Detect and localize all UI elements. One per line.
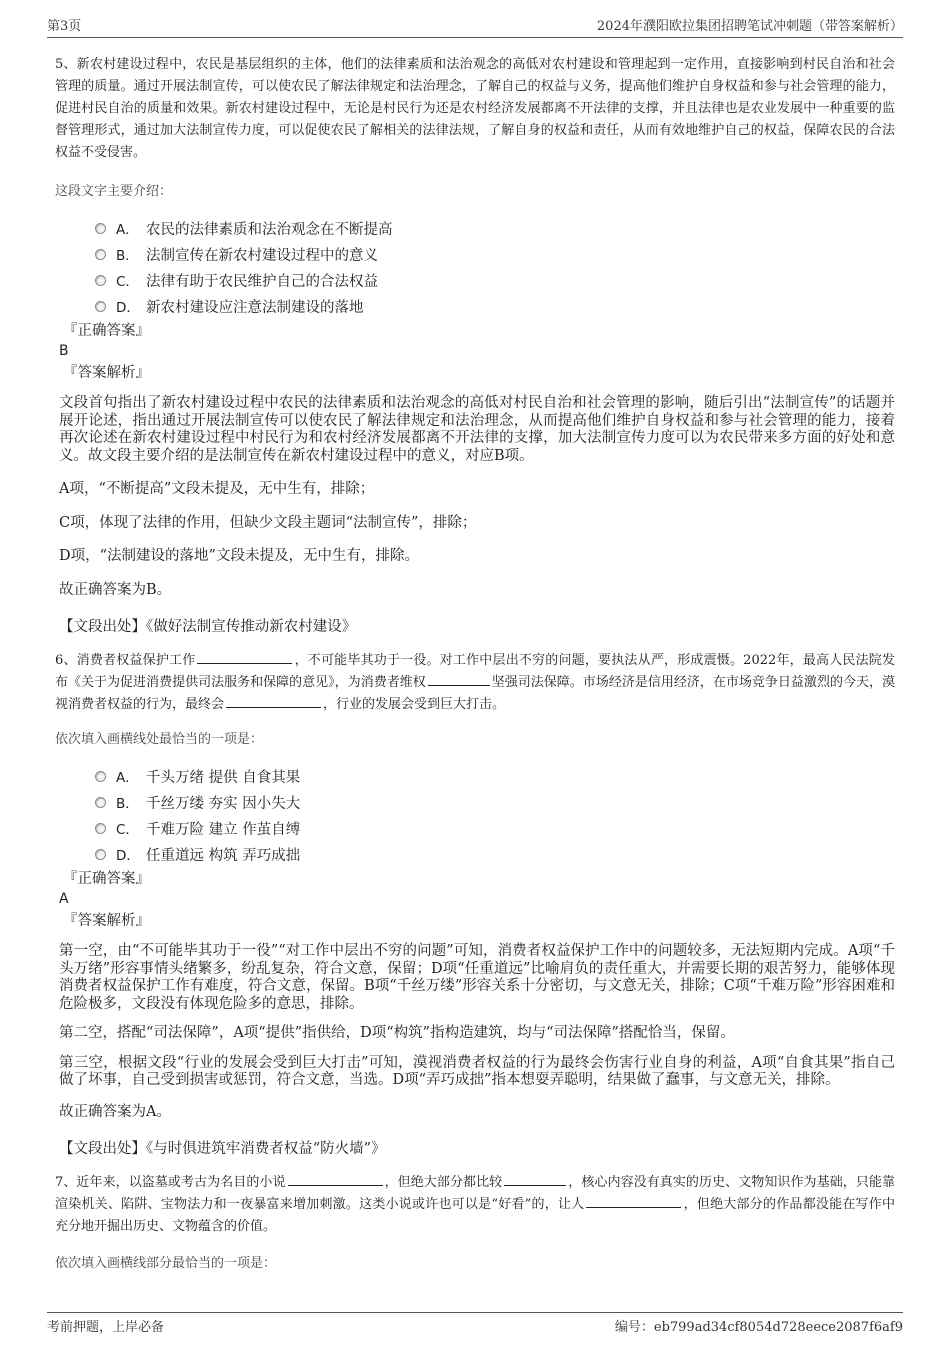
option-d[interactable]: D． 新农村建设应注意法制建设的落地 — [95, 293, 895, 319]
analysis-label: 『答案解析』 — [63, 913, 150, 929]
fill-blank — [197, 651, 292, 664]
analysis-paragraph: 第二空，搭配“司法保障”，A项“提供”指供给，D项“构筑”指构造建筑，均与“司法保障”搭配恰当，保留。 — [59, 1025, 735, 1041]
analysis-label: 『答案解析』 — [63, 365, 150, 381]
page-footer — [47, 1312, 903, 1335]
footer-slogan: 考前押题，上岸必备 — [47, 1320, 165, 1335]
answer-value: A — [59, 891, 69, 907]
analysis-paragraph: 文段首句指出了新农村建设过程中农民的法律素质和法治观念的高低对村民自治和社会管理的影响，随后引出“法制宣传”的话题并展开论述，指出通过开展法制宣传可以使农民了解法律规定和法治理念，从而提高他们维护自身权益和参与社会管理的能力，接着再次论述在新农村建设过程中村民行为和农村经济发展都离不开法律的支撑，加大法制宣传力度可以为农民带来多方面的好处和意义。故文段主要介绍的是法制宣传在新农村建设过程中的意义，对应B项。 — [59, 395, 895, 464]
option-a[interactable]: A． 农民的法律素质和法治观念在不断提高 — [95, 215, 895, 241]
answer-label: 『正确答案』 — [63, 871, 150, 887]
radio-icon[interactable] — [95, 249, 106, 260]
option-b[interactable]: B． 法制宣传在新农村建设过程中的意义 — [95, 241, 895, 267]
answer-value: B — [59, 343, 69, 359]
option-a[interactable]: A． 千头万绪 提供 自食其果 — [95, 763, 895, 789]
question-5-options — [95, 215, 895, 319]
question-7-text: 7、近年来，以盗墓或考古为名目的小说 ，但绝大部分都比较 ，核心内容没有真实的历史、文物知识作为基础，只能靠渲染机关、陷阱、宝物法力和一夜暴富来增加刺激。这类小说或许也可以是“好看”的，让人 ，但绝大部分的作品都没能在写作中充分地开掘出历史、文物蕴含的价值。 — [55, 1175, 895, 1234]
source-citation: 【文段出处】《做好法制宣传推动新农村建设》 — [59, 619, 357, 635]
radio-icon[interactable] — [95, 275, 106, 286]
question-6-prompt: 依次填入画横线处最恰当的一项是： — [55, 732, 264, 747]
page-content — [55, 54, 895, 1285]
question-5-prompt: 这段文字主要介绍： — [55, 184, 173, 199]
option-c[interactable]: C． 千难万险 建立 作茧自缚 — [95, 815, 895, 841]
radio-icon[interactable] — [95, 301, 106, 312]
analysis-paragraph: 故正确答案为B。 — [59, 581, 172, 598]
analysis-paragraph: A项，“不断提高”文段未提及，无中生有，排除； — [59, 481, 375, 497]
fill-blank — [226, 695, 321, 708]
question-6-options — [95, 763, 895, 867]
question-7-prompt: 依次填入画横线部分最恰当的一项是： — [55, 1256, 277, 1271]
option-c[interactable]: C． 法律有助于农民维护自己的合法权益 — [95, 267, 895, 293]
question-6-text: 6、消费者权益保护工作 ，不可能毕其功于一役。对工作中层出不穷的问题，要执法从严，形成震慑。2022年，最高人民法院发布《关于为促进消费提供司法服务和保障的意见》，为消费者维权 坚强司法保障。市场经济是信用经济，在市场竞争日益激烈的今天，漠视消费者权益的行为，最终会 ，行业的发展会受到巨大打击。 — [55, 653, 895, 712]
option-d[interactable]: D． 任重道远 构筑 弄巧成拙 — [95, 841, 895, 867]
analysis-paragraph: 故正确答案为A。 — [59, 1103, 171, 1120]
fill-blank — [288, 1173, 383, 1186]
page-header — [47, 12, 903, 38]
document-title: 2024年濮阳欧拉集团招聘笔试冲刺题（带答案解析） — [596, 19, 903, 34]
fill-blank — [504, 1173, 566, 1186]
analysis-paragraph: 第一空，由“不可能毕其功于一役”“对工作中层出不穷的问题”可知，消费者权益保护工作中的问题较多，无法短期内完成。A项“千头万绪”形容事情头绪繁多，纷乱复杂，符合文意，保留；D项“任重道远”比喻肩负的责任重大，并需要长期的艰苦努力，能够体现消费者权益保护工作有难度，符合文意，保留。B项“千丝万缕”形容关系十分密切，与文意无关，排除；C项“千难万险”形容困难和危险极多，文段没有体现危险多的意思，排除。 — [59, 943, 895, 1012]
question-5-text: 5、新农村建设过程中，农民是基层组织的主体，他们的法律素质和法治观念的高低对农村建设和管理起到一定作用，直接影响到村民自治和社会管理的质量。通过开展法制宣传，可以使农民了解法律规定和法治理念，了解自己的权益与义务，提高他们维护自身权益和参与社会管理的能力，促进村民自治的质量和效果。新农村建设过程中，无论是村民行为还是农村经济发展都离不开法律的支撑，并且法律也是农业发展中一种重要的监督管理形式，通过加大法制宣传力度，可以促使农民了解相关的法律法规，了解自身的权益和责任，从而有效地维护自己的权益，保障农民的合法权益不受侵害。 — [55, 57, 895, 160]
fill-blank — [428, 673, 490, 686]
analysis-paragraph: C项，体现了法律的作用，但缺少文段主题词“法制宣传”，排除； — [59, 514, 477, 531]
document-id: 编号：eb799ad34cf8054d728eece2087f6af9 — [614, 1320, 903, 1335]
source-citation: 【文段出处】《与时俱进筑牢消费者权益“防火墙”》 — [59, 1141, 386, 1157]
answer-label: 『正确答案』 — [63, 323, 150, 339]
option-b[interactable]: B． 千丝万缕 夯实 因小失大 — [95, 789, 895, 815]
radio-icon[interactable] — [95, 849, 106, 860]
radio-icon[interactable] — [95, 797, 106, 808]
analysis-paragraph: 第三空，根据文段“行业的发展会受到巨大打击”可知，漠视消费者权益的行为最终会伤害行业自身的利益，A项“自食其果”指自己做了坏事，自己受到损害或惩罚，符合文意，当选。D项“弄巧成拙”指本想耍弄聪明，结果做了蠢事，与文意无关，排除。 — [59, 1054, 895, 1088]
radio-icon[interactable] — [95, 823, 106, 834]
fill-blank — [586, 1195, 681, 1208]
radio-icon[interactable] — [95, 223, 106, 234]
page-number: 第3页 — [47, 19, 82, 34]
analysis-paragraph: D项，“法制建设的落地”文段未提及，无中生有，排除。 — [59, 548, 419, 564]
radio-icon[interactable] — [95, 771, 106, 782]
